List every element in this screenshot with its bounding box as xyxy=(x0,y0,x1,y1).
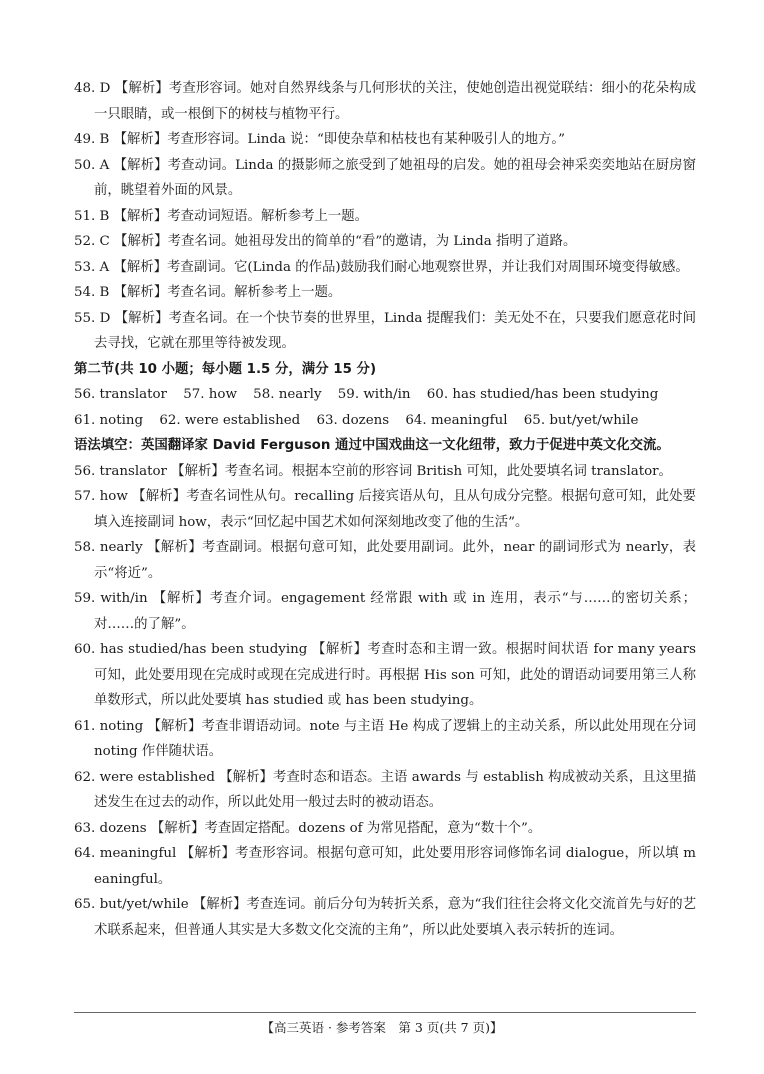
explanation-60: 60. has studied/has been studying 【解析】考查时态和主谓一致。根据时间状语 for many years 可知，此处要用现在完成时或现在完成进行时。再根据 His son 可知，此处的谓语动词要用第三人称单数形式，所以此处要填 has studied 或 has been studying。 xyxy=(74,642,696,708)
answer-item-50: 50. A 【解析】考查动词。Linda 的摄影师之旅受到了她祖母的启发。她的祖母会神采奕奕地站在厨房窗前，眺望着外面的风景。 xyxy=(74,157,696,198)
answer-item-53: 53. A 【解析】考查副词。它(Linda 的作品)鼓励我们耐心地观察世界，并让我们对周围环境变得敏感。 xyxy=(74,259,689,275)
answer-60: 60. has studied/has been studying xyxy=(426,387,659,402)
answer-61: 61. noting xyxy=(74,412,144,428)
answer-59: 59. with/in xyxy=(337,387,411,402)
passage-topic: 语法填空：英国翻译家 David Ferguson 通过中国戏曲这一文化纽带，致力于促进中英文化交流。 xyxy=(74,438,670,453)
explanation-61: 61. noting 【解析】考查非谓语动词。note 与主语 He 构成了逻辑上的主动关系，所以此处用现在分词 noting 作伴随状语。 xyxy=(74,718,696,759)
answer-62: 62. were established xyxy=(159,412,301,428)
answer-item-48: 48. D 【解析】考查形容词。她对自然界线条与几何形状的关注，使她创造出视觉联结：细小的花朵构成一只眼睛，或一根倒下的树枝与植物平行。 xyxy=(74,81,696,122)
section2-heading: 第二节(共 10 小题；每小题 1.5 分，满分 15 分) xyxy=(74,361,377,377)
answer-item-54: 54. B 【解析】考查名词。解析参考上一题。 xyxy=(74,285,342,300)
answer-56: 56. translator xyxy=(74,387,167,402)
answers-row-1 xyxy=(74,382,696,408)
answer-item-49: 49. B 【解析】考查形容词。Linda 说：“即使杂草和枯枝也有某种吸引人的地方。” xyxy=(74,132,565,147)
answer-item-52: 52. C 【解析】考查名词。她祖母发出的简单的“看”的邀请，为 Linda 指明了道路。 xyxy=(74,234,577,249)
explanation-57: 57. how 【解析】考查名词性从句。recalling 后接宾语从句，且从句成分完整。根据句意可知，此处要填入连接副词 how，表示“回忆起中国艺术如何深刻地改变了他的生活”。 xyxy=(74,489,696,530)
answer-item-51: 51. B 【解析】考查动词短语。解析参考上一题。 xyxy=(74,208,369,224)
answer-page xyxy=(74,76,696,943)
explanation-65: 65. but/yet/while 【解析】考查连词。前后分句为转折关系，意为“我们往往会将文化交流首先与好的艺术联系起来，但普通人其实是大多数文化交流的主角”，所以此处要填入表示转折的连词。 xyxy=(74,897,696,938)
answer-57: 57. how xyxy=(183,387,237,402)
answer-58: 58. nearly xyxy=(253,387,322,402)
answer-65: 65. but/yet/while xyxy=(523,412,639,428)
footer-divider xyxy=(74,1012,696,1013)
answers-row-2 xyxy=(74,408,696,434)
explanation-56: 56. translator 【解析】考查名词。根据本空前的形容词 British 可知，此处要填名词 translator。 xyxy=(74,463,672,479)
explanation-64: 64. meaningful 【解析】考查形容词。根据句意可知，此处要用形容词修饰名词 dialogue，所以填 meaningful。 xyxy=(74,846,696,887)
explanation-58: 58. nearly 【解析】考查副词。根据句意可知，此处要用副词。此外，near 的副词形式为 nearly，表示“将近”。 xyxy=(74,540,696,581)
part2-list xyxy=(74,459,696,944)
answer-63: 63. dozens xyxy=(316,412,390,428)
explanation-63: 63. dozens 【解析】考查固定搭配。dozens of 为常见搭配，意为“数十个”。 xyxy=(74,820,542,836)
answer-64: 64. meaningful xyxy=(405,412,508,428)
explanation-59: 59. with/in 【解析】考查介词。engagement 经常跟 with 或 in 连用，表示“与……的密切关系；对……的了解”。 xyxy=(74,591,696,632)
explanation-62: 62. were established 【解析】考查时态和语态。主语 awards 与 establish 构成被动关系，且这里描述发生在过去的动作，所以此处用一般过去时的被动语态。 xyxy=(74,769,696,810)
answer-item-55: 55. D 【解析】考查名词。在一个快节奏的世界里，Linda 提醒我们：美无处不在，只要我们愿意花时间去寻找，它就在那里等待被发现。 xyxy=(74,310,696,351)
part1-list xyxy=(74,76,696,357)
page-footer: 【高三英语 · 参考答案 第 3 页(共 7 页)】 xyxy=(261,1020,503,1035)
